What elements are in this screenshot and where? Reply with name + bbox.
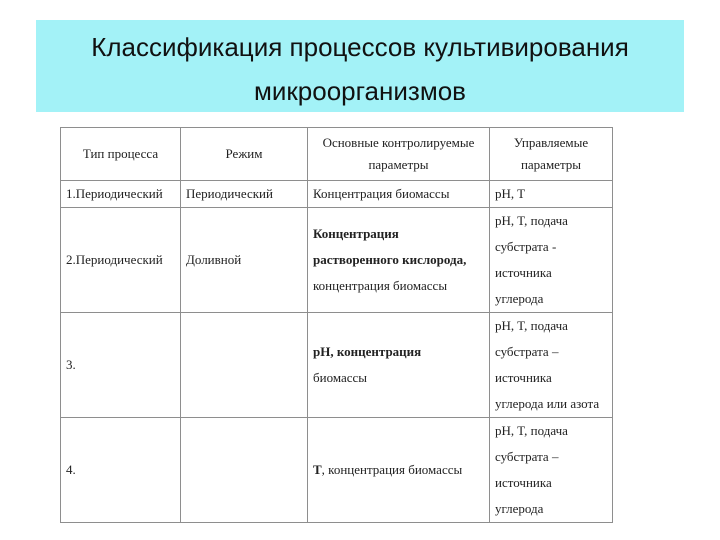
header-managed-line-1: Управляемые bbox=[513, 135, 589, 150]
table-header-row bbox=[61, 128, 613, 181]
controlled-bold-prefix: Т bbox=[313, 462, 322, 477]
cell-mode: Доливной bbox=[181, 208, 308, 313]
cell-process-type: 1.Периодический bbox=[61, 181, 181, 208]
controlled-line: pH, концентрация bbox=[313, 344, 422, 359]
header-controlled-line-2: параметры bbox=[368, 157, 429, 172]
controlled-line: Концентрация биомассы bbox=[313, 186, 450, 201]
cell-managed bbox=[490, 181, 613, 208]
header-process-type: Тип процесса bbox=[61, 128, 181, 181]
header-managed-params bbox=[490, 128, 613, 181]
table-row bbox=[61, 313, 613, 418]
cell-managed bbox=[490, 313, 613, 418]
page-title-line-1: Классификация процессов культивирования bbox=[91, 32, 629, 62]
managed-line: источника bbox=[495, 370, 552, 385]
process-classification-table bbox=[60, 127, 613, 523]
cell-controlled bbox=[308, 313, 490, 418]
managed-line: субстрата – bbox=[495, 344, 559, 359]
managed-line: углерода bbox=[495, 501, 544, 516]
managed-line: pH, T, подача bbox=[495, 213, 568, 228]
cell-mode: Периодический bbox=[181, 181, 308, 208]
header-managed-line-2: параметры bbox=[520, 157, 582, 172]
managed-line: углерода bbox=[495, 291, 544, 306]
managed-line: источника bbox=[495, 475, 552, 490]
cell-controlled bbox=[308, 181, 490, 208]
managed-line: субстрата – bbox=[495, 449, 559, 464]
header-controlled-line-1: Основные контролируемые bbox=[322, 135, 475, 150]
managed-line: субстрата - bbox=[495, 239, 557, 254]
table-row bbox=[61, 418, 613, 523]
controlled-rest: , концентрация биомассы bbox=[321, 462, 463, 477]
controlled-line: концентрация биомассы bbox=[313, 278, 448, 293]
header-controlled-params bbox=[308, 128, 490, 181]
cell-process-type: 4. bbox=[61, 418, 181, 523]
controlled-line bbox=[313, 457, 484, 483]
cell-controlled bbox=[308, 208, 490, 313]
title-banner bbox=[36, 20, 684, 112]
cell-controlled bbox=[308, 418, 490, 523]
controlled-line: растворенного кислорода, bbox=[313, 252, 467, 267]
cell-process-type: 2.Периодический bbox=[61, 208, 181, 313]
page-title-line-2: микроорганизмов bbox=[254, 76, 466, 106]
managed-line: источника bbox=[495, 265, 552, 280]
cell-process-type: 3. bbox=[61, 313, 181, 418]
cell-managed bbox=[490, 418, 613, 523]
cell-mode bbox=[181, 313, 308, 418]
header-mode: Режим bbox=[181, 128, 308, 181]
table-row bbox=[61, 181, 613, 208]
managed-line: pH, T bbox=[495, 186, 526, 201]
controlled-line: Концентрация bbox=[313, 226, 399, 241]
controlled-line: биомассы bbox=[313, 370, 368, 385]
managed-line: pH, T, подача bbox=[495, 318, 568, 333]
cell-mode bbox=[181, 418, 308, 523]
managed-line: pH, T, подача bbox=[495, 423, 568, 438]
cell-managed bbox=[490, 208, 613, 313]
table-row bbox=[61, 208, 613, 313]
managed-line: углерода или азота bbox=[495, 396, 600, 411]
